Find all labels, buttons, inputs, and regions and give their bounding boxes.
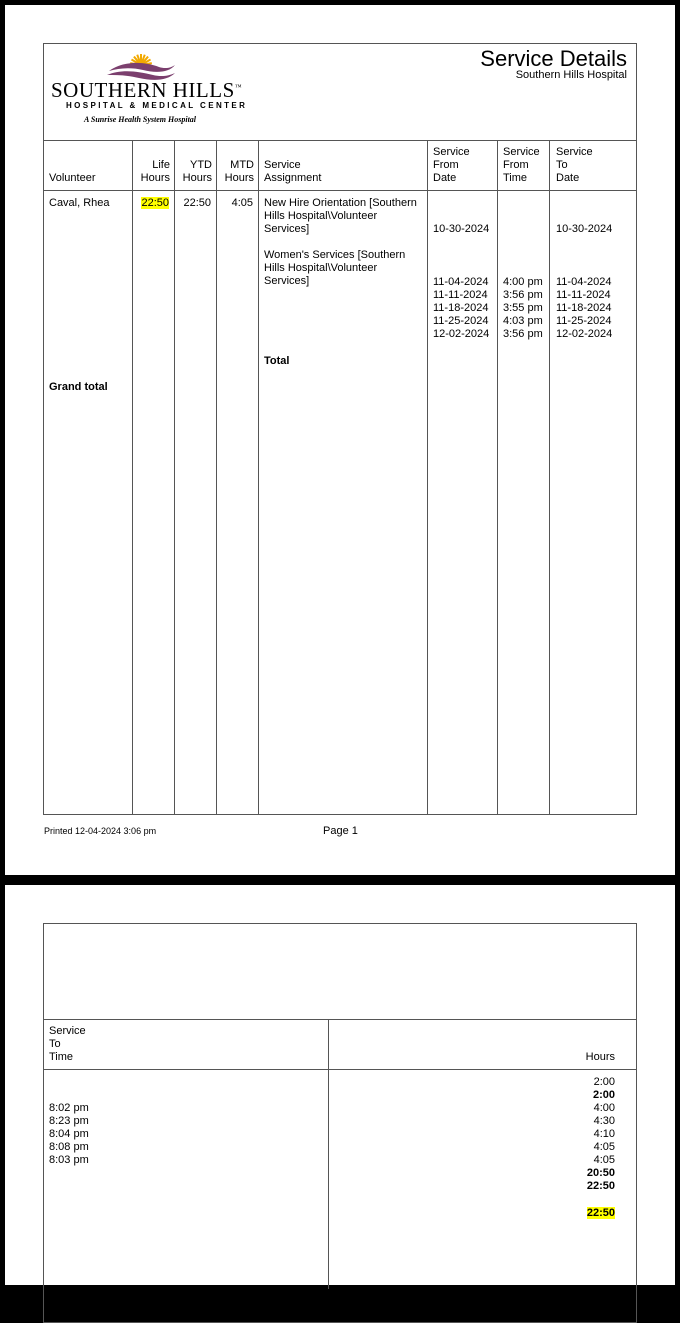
assignment-name: New Hire Orientation [Southern Hills Hospital\Volunteer Services] [264,197,417,235]
hours-value: 4:30 [593,1115,615,1127]
hours-value: 4:05 [593,1141,615,1153]
col-divider [258,140,259,815]
assignment-name: Women's Services [Southern Hills Hospital\Volunteer Services] [264,249,406,287]
page-number: Page 1 [323,825,358,837]
grand-total-label: Grand total [49,381,108,393]
ytd-hours-value: 22:50 [183,197,211,209]
col-divider [132,140,133,815]
report-page-2 [5,885,675,1285]
service-from-date: 10-30-2024 [433,223,490,235]
header-bottom-rule [43,1069,637,1070]
volunteer-name: Caval, Rhea [49,197,110,209]
hours-value: 2:00 [593,1076,615,1088]
col-divider [174,140,175,815]
col-divider [427,140,428,815]
report-subtitle: Southern Hills Hospital [515,69,627,81]
hours-list [335,1076,615,1193]
col-divider [216,140,217,815]
hours-value: 4:10 [593,1128,615,1140]
col-divider [549,140,550,815]
logo-tagline: A Sunrise Health System Hospital [84,115,197,124]
header-volunteer: Volunteer [49,172,96,184]
header-service-from-date: Service From Date [433,146,470,184]
mtd-hours-value: 4:05 [231,197,253,209]
service-to-time-list: 8:02 pm 8:23 pm 8:04 pm 8:08 pm 8:03 pm [49,1102,89,1166]
col-divider [328,1019,329,1289]
report-title: Service Details [480,46,627,71]
col-divider [497,140,498,815]
subtotal-hours: 20:50 [586,1167,615,1179]
header-top-rule [43,1019,637,1020]
header-service-to-time: Service To Time [49,1025,86,1063]
header-service-from-time: Service From Time [503,146,540,184]
subtotal-hours: 2:00 [592,1089,615,1101]
life-hours-value: 22:50 [141,197,169,209]
service-to-date-list: 11-04-2024 11-11-2024 11-18-2024 11-25-2024 12-02-2024 [556,276,613,340]
service-from-date-list: 11-04-2024 11-11-2024 11-18-2024 11-25-2024 12-02-2024 [433,276,490,340]
total-hours: 22:50 [586,1180,615,1192]
report-page-1 [5,5,675,875]
hours-value: 4:05 [593,1154,615,1166]
header-service-to-date: Service To Date [556,146,593,184]
header-hours: Hours [585,1051,615,1063]
hours-value: 4:00 [593,1102,615,1114]
header-life-hours: Life Hours [140,159,170,184]
logo-subtitle: HOSPITAL & MEDICAL CENTER [66,101,248,110]
header-ytd-hours: YTD Hours [182,159,212,184]
header-service-assignment: Service Assignment [264,159,322,184]
service-from-time-list: 4:00 pm 3:56 pm 3:55 pm 4:03 pm 3:56 pm [503,276,543,340]
header-mtd-hours: MTD Hours [224,159,254,184]
printed-timestamp: Printed 12-04-2024 3:06 pm [44,826,157,836]
grand-total-hours: 22:50 [586,1207,615,1219]
total-label: Total [264,355,290,367]
logo-name: SOUTHERN HILLS™ [51,78,243,102]
service-to-date: 10-30-2024 [556,223,613,235]
